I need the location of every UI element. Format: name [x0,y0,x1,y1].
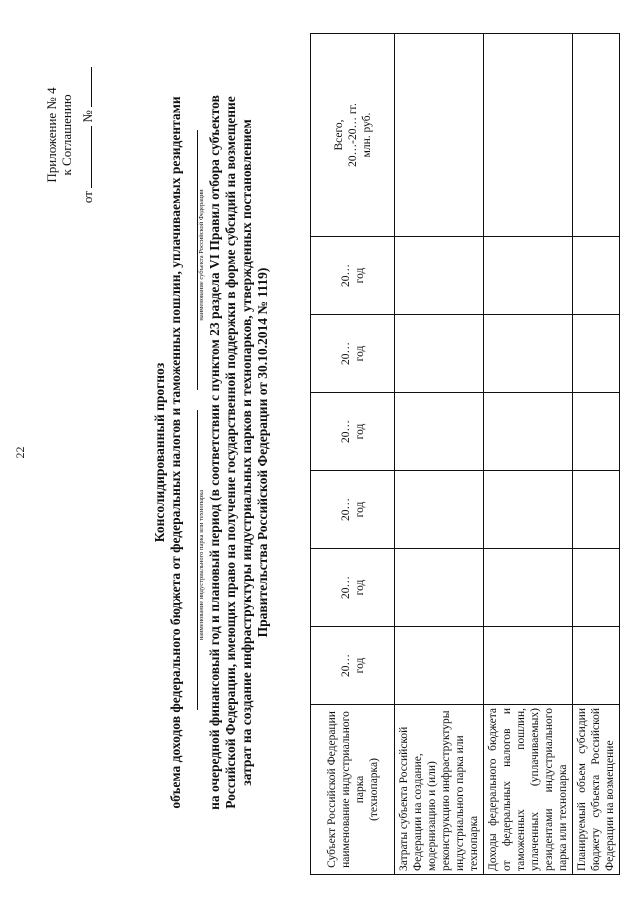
subject-name-blank [184,130,198,390]
appendix-subtitle: к Соглашению [59,94,74,176]
title-line-3: на очередной финансовый год и плановый период (в соответствии с пунктом 23 раздела VI Правил отбора субъектов [207,95,222,810]
title-line-4: Российской Федерации, имеющих право на получение государственной поддержки в форме субсидий на возмещение [223,96,238,809]
header-subject-line: Субъект Российской Федерации [325,711,338,868]
park-name-caption: наименование индустриального парка или технопарка [198,489,205,641]
park-name-blank [184,410,198,710]
forecast-table [310,33,620,875]
table-header-row [311,34,395,875]
blank-captions [198,0,207,905]
row-label-subsidy: Планируемый объем субсидии бюджету субъекта Российской Федерации на возмещение [573,705,620,875]
table-cell[interactable] [573,549,620,627]
table-cell[interactable] [573,627,620,705]
document-title [152,0,271,905]
table-cell[interactable] [573,34,620,237]
header-technopark-line: (технопарка) [367,758,380,821]
date-blank [79,126,92,188]
number-blank [79,67,92,107]
header-year-3: 20… год [311,471,395,549]
subject-name-caption: наименование субъекта Российской Федерации [198,189,205,321]
agreement-date-number [79,55,95,215]
table-cell[interactable] [395,315,484,393]
table-cell[interactable] [573,393,620,471]
table-cell[interactable] [395,627,484,705]
table-cell[interactable] [395,237,484,315]
page-number: 22 [13,446,27,459]
table-cell[interactable] [573,471,620,549]
appendix-title: Приложение № 4 [44,87,59,183]
table-row [484,34,573,875]
table-cell[interactable] [395,471,484,549]
header-year-6: 20… год [311,237,395,315]
table-cell[interactable] [484,393,573,471]
row-label-costs: Затраты субъекта Российской Федерации на создание, модернизацию и (или) реконструкцию инфраструктуры индустриального парка или технопарка [395,705,484,875]
table-cell[interactable] [484,237,573,315]
table-cell[interactable] [484,34,573,237]
appendix-header [44,55,95,215]
table-cell[interactable] [395,34,484,237]
header-year-2: 20… год [311,549,395,627]
header-subject-park [311,705,395,875]
table-cell[interactable] [395,393,484,471]
table-cell[interactable] [484,627,573,705]
number-label: № [80,110,95,123]
title-line-6: Правительства Российской Федерации от 30.10.2014 № 1119) [255,267,270,638]
table-cell[interactable] [484,315,573,393]
title-line-1: Консолидированный прогноз [152,362,167,543]
header-total: Всего, 20…-20… гг. млн. руб. [311,34,395,237]
table-cell[interactable] [573,315,620,393]
table-cell[interactable] [573,237,620,315]
header-year-1: 20… год [311,627,395,705]
table-cell[interactable] [484,471,573,549]
table-cell[interactable] [484,549,573,627]
table-row [395,34,484,875]
header-year-5: 20… год [311,315,395,393]
table-row [573,34,620,875]
header-park-line: наименование индустриального парка [339,711,366,868]
row-label-revenues: Доходы федерального бюджета от федеральных налогов и таможенных пошлин, уплаченных (уплачиваемых) резидентами индустриального парка или технопарка [484,705,573,875]
blank-lines [184,0,198,905]
title-line-2: объема доходов федерального бюджета от федеральных налогов и таможенных пошлин, уплачиваемых резидентами [168,96,183,809]
title-line-5: затрат на создание инфраструктуры индустриальных парков и технопарков, утвержденных постановлением [239,119,254,786]
header-year-4: 20… год [311,393,395,471]
table-cell[interactable] [395,549,484,627]
from-label: от [80,191,95,204]
